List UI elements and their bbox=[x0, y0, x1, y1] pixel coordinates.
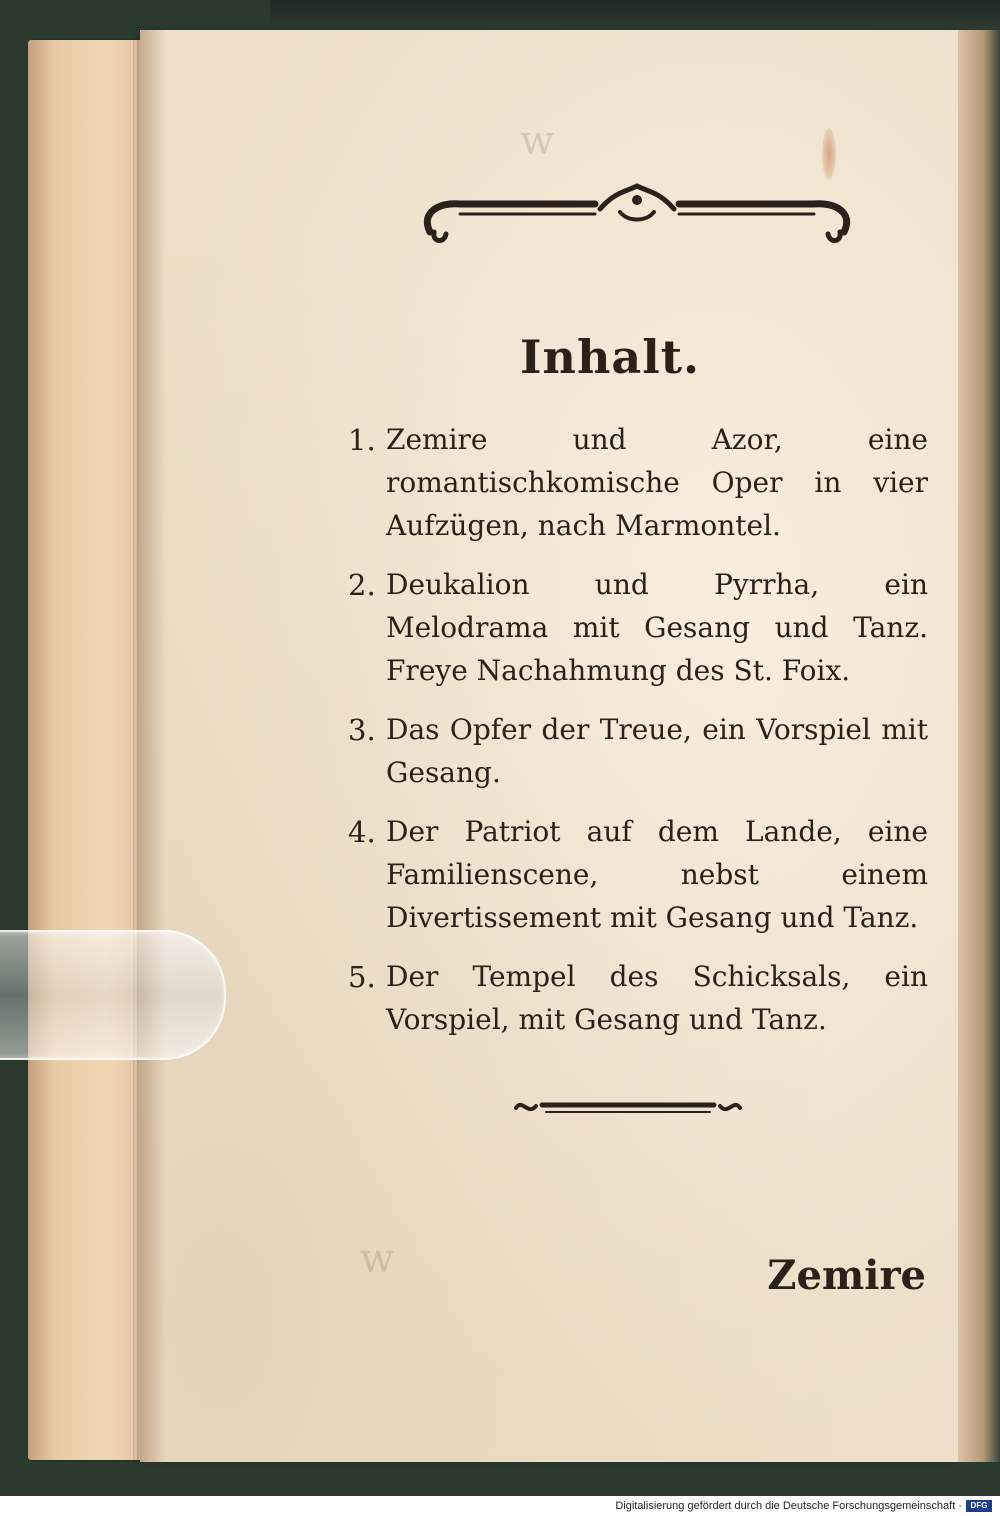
contents-list bbox=[348, 418, 928, 1057]
ornament-flourish-icon bbox=[420, 182, 854, 252]
entry-text: Der Tempel des Schicksals, ein Vorspiel, mit Gesang und Tanz. bbox=[386, 960, 928, 1036]
entry-number: 5. bbox=[348, 960, 376, 994]
catchword: Zemire bbox=[767, 1252, 926, 1299]
contents-entry bbox=[348, 955, 928, 1041]
entry-text: Der Patriot auf dem Lande, eine Familienscene, nebst einem Divertissement mit Gesang und Tanz. bbox=[386, 815, 928, 934]
funding-credit: Digitalisierung gefördert durch die Deutsche Forschungsgemeinschaft · bbox=[615, 1500, 962, 1512]
contents-entry bbox=[348, 418, 928, 547]
entry-number: 1. bbox=[348, 423, 376, 457]
dfg-logo-icon: DFG bbox=[966, 1500, 992, 1512]
page-right-edge bbox=[958, 30, 1000, 1462]
entry-text: Das Opfer der Treue, ein Vorspiel mit Gesang. bbox=[386, 713, 928, 789]
contents-entry bbox=[348, 708, 928, 794]
page-clip bbox=[0, 930, 226, 1060]
bleed-through-text: ᴡ bbox=[360, 1236, 395, 1282]
page-gutter bbox=[140, 30, 166, 1462]
contents-entry bbox=[348, 810, 928, 939]
contents-entry bbox=[348, 563, 928, 692]
bleed-through-text: ᴡ bbox=[520, 118, 555, 164]
page-title: Inhalt. bbox=[520, 330, 700, 384]
entry-text: Deukalion und Pyrrha, ein Melodrama mit Gesang und Tanz. Freye Nachahmung des St. Foix. bbox=[386, 568, 928, 687]
page-stack-edge bbox=[28, 40, 158, 1460]
entry-number: 2. bbox=[348, 568, 376, 602]
ornament-rule-icon bbox=[512, 1094, 744, 1120]
entry-number: 3. bbox=[348, 713, 376, 747]
scan-top-shadow bbox=[270, 0, 1000, 30]
entry-text: Zemire und Azor, eine romantischkomische Oper in vier Aufzügen, nach Marmontel. bbox=[386, 423, 928, 542]
entry-number: 4. bbox=[348, 815, 376, 849]
paper-stain bbox=[822, 128, 836, 180]
